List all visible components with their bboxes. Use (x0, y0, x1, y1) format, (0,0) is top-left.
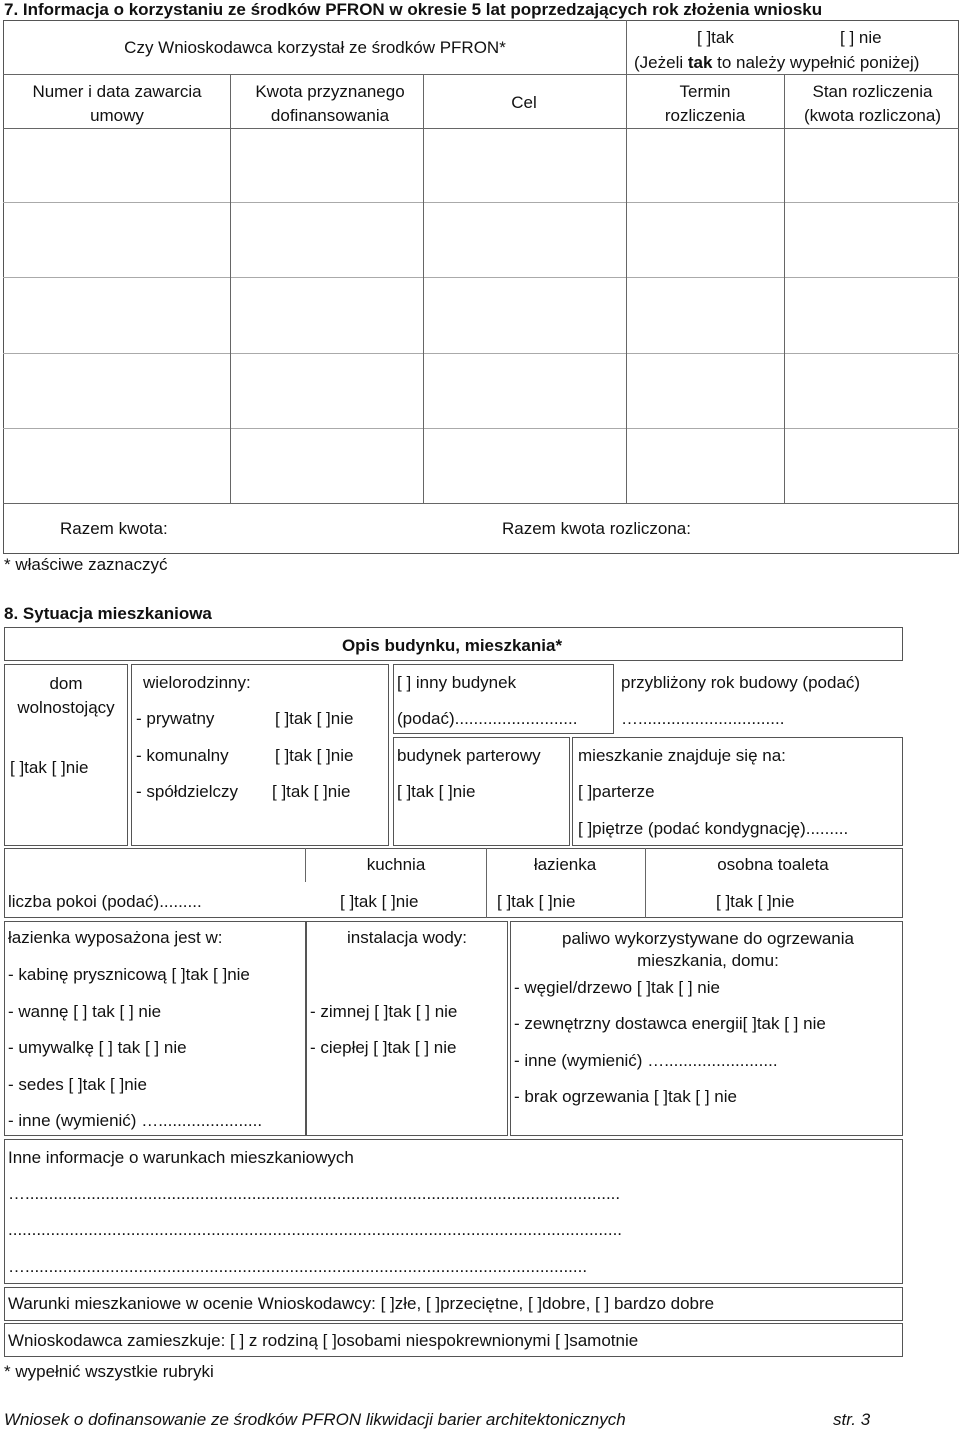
heating-label: paliwo wykorzystywane do ogrzewania mieszkania, domu: (562, 929, 854, 970)
footer-title: Wniosek o dofinansowanie ze środków PFRON likwidacji barier architektonicznych (4, 1410, 626, 1429)
housing-conditions-options[interactable]: Warunki mieszkaniowe w ocenie Wnioskodawcy: [ ]złe, [ ]przeciętne, [ ]dobre, [ ] bardzo dobre (8, 1294, 715, 1313)
kitchen-options[interactable]: [ ]tak [ ]nie (340, 892, 419, 911)
shower-option[interactable]: - kabinę prysznicową [ ]tak [ ]nie (8, 965, 250, 984)
room-count-field[interactable]: liczba pokoi (podać)......... (8, 892, 202, 911)
section-8-heading: 8. Sytuacja mieszkaniowa (4, 604, 212, 623)
total-settled-label: Razem kwota rozliczona: (502, 519, 691, 538)
no-heating-option[interactable]: - brak ogrzewania [ ]tak [ ] nie (514, 1087, 737, 1106)
other-info-label: Inne informacje o warunkach mieszkaniowych (8, 1148, 354, 1167)
bathtub-option[interactable]: - wannę [ ] tak [ ] nie (8, 1002, 162, 1021)
bathroom-equipment-box (4, 921, 306, 1136)
ground-floor-building-label: budynek parterowy (397, 746, 541, 765)
column-header-amount: Kwota przyznanego dofinansowania (255, 82, 405, 125)
column-header-number-date: Numer i data zawarcia umowy (32, 82, 202, 125)
cooperative-options[interactable]: [ ]tak [ ]nie (272, 782, 351, 801)
household-options[interactable]: Wnioskodawca zamieszkuje: [ ] z rodziną [ ]osobami niespokrewnionymi [ ]samotnie (8, 1331, 639, 1350)
other-building-specify: (podać).......................... (397, 709, 578, 728)
hot-water-option[interactable]: - ciepłej [ ]tak [ ] nie (310, 1038, 457, 1057)
column-header-purpose: Cel (511, 93, 537, 112)
water-label: instalacja wody: (346, 928, 468, 947)
bathroom-equipment-label: łazienka wyposażona jest w: (8, 928, 223, 947)
footnote-check: * właściwe zaznaczyć (4, 555, 168, 574)
private-label: - prywatny (136, 709, 215, 728)
option-nie[interactable]: [ ] nie (840, 28, 882, 47)
apartment-floor-label: mieszkanie znajduje się na: (578, 746, 786, 765)
detached-house-options[interactable]: [ ]tak [ ]nie (10, 758, 89, 777)
other-heating-field[interactable]: - inne (wymienić) …........................ (514, 1051, 778, 1070)
detached-house-label: dom wolnostojący (17, 674, 115, 717)
option-tak[interactable]: [ ]tak (697, 28, 734, 47)
multifamily-label: wielorodzinny: (143, 673, 251, 692)
bathroom-label: łazienka (533, 855, 597, 874)
municipal-label: - komunalny (136, 746, 229, 765)
municipal-options[interactable]: [ ]tak [ ]nie (275, 746, 354, 765)
cooperative-label: - spółdzielczy (136, 782, 239, 801)
section-7-heading: 7. Informacja o korzystaniu ze środków PFRON w okresie 5 lat poprzedzających rok złożenia wniosku (4, 0, 823, 19)
cold-water-option[interactable]: - zimnej [ ]tak [ ] nie (310, 1002, 458, 1021)
washbasin-option[interactable]: - umywalkę [ ] tak [ ] nie (8, 1038, 187, 1057)
ground-floor-building-options[interactable]: [ ]tak [ ]nie (397, 782, 476, 801)
other-info-line-1[interactable]: ….............................................................................................................................. (8, 1184, 621, 1203)
other-info-line-3[interactable]: …....................................................................................................................... (8, 1257, 588, 1276)
other-info-line-2[interactable]: .................................................................................................................................. (8, 1220, 623, 1239)
ground-floor-option[interactable]: [ ]parterze (578, 782, 655, 801)
toilet-options[interactable]: [ ]tak [ ]nie (716, 892, 795, 911)
water-box (306, 921, 508, 1136)
kitchen-label: kuchnia (366, 855, 426, 874)
coal-wood-option[interactable]: - węgiel/drzewo [ ]tak [ ] nie (514, 978, 720, 997)
construction-year-label: przybliżony rok budowy (podać) (621, 673, 861, 692)
wc-option[interactable]: - sedes [ ]tak [ ]nie (8, 1075, 147, 1094)
private-options[interactable]: [ ]tak [ ]nie (275, 709, 354, 728)
external-supplier-option[interactable]: - zewnętrzny dostawca energii[ ]tak [ ] nie (514, 1014, 826, 1033)
construction-year-field[interactable]: …............................... (621, 709, 785, 728)
question-label: Czy Wnioskodawca korzystał ze środków PFRON* (124, 38, 506, 57)
other-equipment-field[interactable]: - inne (wymienić) …...................... (8, 1111, 263, 1130)
column-header-deadline: Termin rozliczenia (664, 82, 746, 125)
column-header-status: Stan rozliczenia (kwota rozliczona) (804, 82, 941, 125)
upper-floor-option[interactable]: [ ]piętrze (podać kondygnację)......... (578, 819, 849, 838)
total-amount-label: Razem kwota: (60, 519, 168, 538)
description-heading: Opis budynku, mieszkania* (341, 636, 563, 655)
toilet-label: osobna toaleta (717, 855, 829, 874)
page-number: str. 3 (833, 1410, 871, 1429)
conditional-note: (Jeżeli tak to należy wypełnić poniżej) (634, 53, 920, 72)
footnote-fill-all: * wypełnić wszystkie rubryki (4, 1362, 214, 1381)
other-building-label[interactable]: [ ] inny budynek (397, 673, 517, 692)
bathroom-options[interactable]: [ ]tak [ ]nie (497, 892, 576, 911)
